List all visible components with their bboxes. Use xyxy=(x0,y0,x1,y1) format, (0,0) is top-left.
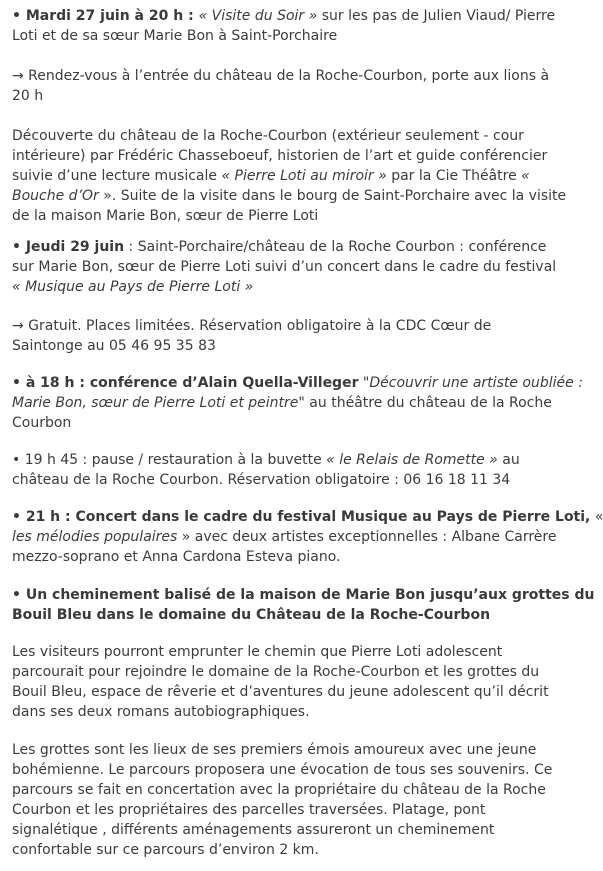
gratuit-paragraph xyxy=(12,316,549,356)
text-span: au xyxy=(497,452,520,468)
text-line: dans ses deux romans autobiographiques. xyxy=(12,704,310,720)
conference-paragraph xyxy=(12,373,583,433)
text-line: signalétique , différents aménagements assureront un cheminement xyxy=(12,822,495,838)
heading-text: Bouil Bleu dans le domaine du Château de la Roche-Courbon xyxy=(12,607,491,623)
text-span: par la Cie Théâtre xyxy=(386,168,522,184)
text-line: parcours se fait en concertation avec la propriétaire du château de la Roche xyxy=(12,782,546,798)
text-line: parcourait pour rejoindre le domaine de la Roche-Courbon et les grottes du xyxy=(12,664,540,680)
text-span: ». Suite de la visite dans le bourg de Saint-Porchaire avec la visite xyxy=(98,188,567,204)
concert-title: • 21 h : Concert dans le cadre du festival Musique au Pays de Pierre Loti, xyxy=(12,509,591,525)
text-line: de la maison Marie Bon, sœur de Pierre Loti xyxy=(12,208,319,224)
text-line: → Rendez-vous à l’entrée du château de la Roche-Courbon, porte aux lions à xyxy=(12,68,550,84)
conference-subject: "Découvrir une artiste oubliée : xyxy=(358,375,583,391)
text-line: → Gratuit. Places limitées. Réservation obligatoire à la CDC Cœur de xyxy=(12,318,492,334)
event-date: • Mardi 27 juin à 20 h : xyxy=(12,8,199,24)
concert-subtitle: les mélodies populaires xyxy=(12,529,178,545)
visiteurs-paragraph xyxy=(12,642,549,722)
text-line: confortable sur ce parcours d’environ 2 km. xyxy=(12,842,319,858)
rendezvous-paragraph xyxy=(12,66,549,106)
text-line: mezzo-soprano et Anna Cardona Esteva piano. xyxy=(12,549,341,565)
text-line: 20 h xyxy=(12,88,44,104)
event-mardi-27-juin xyxy=(12,6,556,46)
text-span: : Saint-Porchaire/château de la Roche Courbon : conférence xyxy=(124,239,547,255)
italic-quote: « xyxy=(521,168,530,184)
event-text-line: Loti et de sa sœur Marie Bon à Saint-Porchaire xyxy=(12,28,338,44)
conference-title: • à 18 h : conférence d’Alain Quella-Villeger xyxy=(12,375,359,391)
text-line: château de la Roche Courbon. Réservation obligatoire : 06 16 18 11 34 xyxy=(12,472,511,488)
concert-paragraph xyxy=(12,507,603,567)
text-span: « xyxy=(590,509,603,525)
event-text: sur les pas de Julien Viaud/ Pierre xyxy=(317,8,556,24)
italic-title: Bouche d’Or xyxy=(12,188,99,204)
heading-text: • Un cheminement balisé de la maison de Marie Bon jusqu’aux grottes du xyxy=(12,587,595,603)
pause-paragraph xyxy=(12,450,549,490)
event-jeudi-29-juin xyxy=(12,237,557,297)
cheminement-heading xyxy=(12,585,595,625)
text-line: intérieure) par Frédéric Chasseboeuf, historien de l’art et guide conférencier xyxy=(12,148,548,164)
text-line: Courbon et les propriétaires des parcelles traversées. Platage, pont xyxy=(12,802,486,818)
text-line: Découverte du château de la Roche-Courbon (extérieur seulement - cour xyxy=(12,128,524,144)
text-line: Bouil Bleu, espace de rêverie et d’aventures du jeune adolescent qu’il décrit xyxy=(12,684,549,700)
italic-title: « Pierre Loti au miroir » xyxy=(221,168,387,184)
text-line: bohémienne. Le parcours proposera une évocation de tous ses souvenirs. Ce xyxy=(12,762,553,778)
text-line: sur Marie Bon, sœur de Pierre Loti suivi d’un concert dans le cadre du festival xyxy=(12,259,557,275)
grottes-paragraph xyxy=(12,740,553,860)
event-date: • Jeudi 29 juin xyxy=(12,239,125,255)
text-span: • 19 h 45 : pause / restauration à la buvette xyxy=(12,452,327,468)
text-line: Les visiteurs pourront emprunter le chemin que Pierre Loti adolescent xyxy=(12,644,503,660)
conference-subject: Marie Bon, sœur de Pierre Loti et peintre" xyxy=(12,395,305,411)
text-span: au théâtre du château de la Roche xyxy=(304,395,552,411)
text-span: suivie d’une lecture musicale xyxy=(12,168,222,184)
text-line: Les grottes sont les lieux de ses premiers émois amoureux avec une jeune xyxy=(12,742,537,758)
decouverte-paragraph xyxy=(12,126,567,226)
event-title: « Visite du Soir » xyxy=(198,8,318,24)
buvette-name: « le Relais de Romette » xyxy=(326,452,498,468)
text-line: Saintonge au 05 46 95 35 83 xyxy=(12,338,216,354)
text-line: Courbon xyxy=(12,415,72,431)
text-span: » avec deux artistes exceptionnelles : Albane Carrère xyxy=(177,529,557,545)
festival-title: « Musique au Pays de Pierre Loti » xyxy=(12,279,254,295)
